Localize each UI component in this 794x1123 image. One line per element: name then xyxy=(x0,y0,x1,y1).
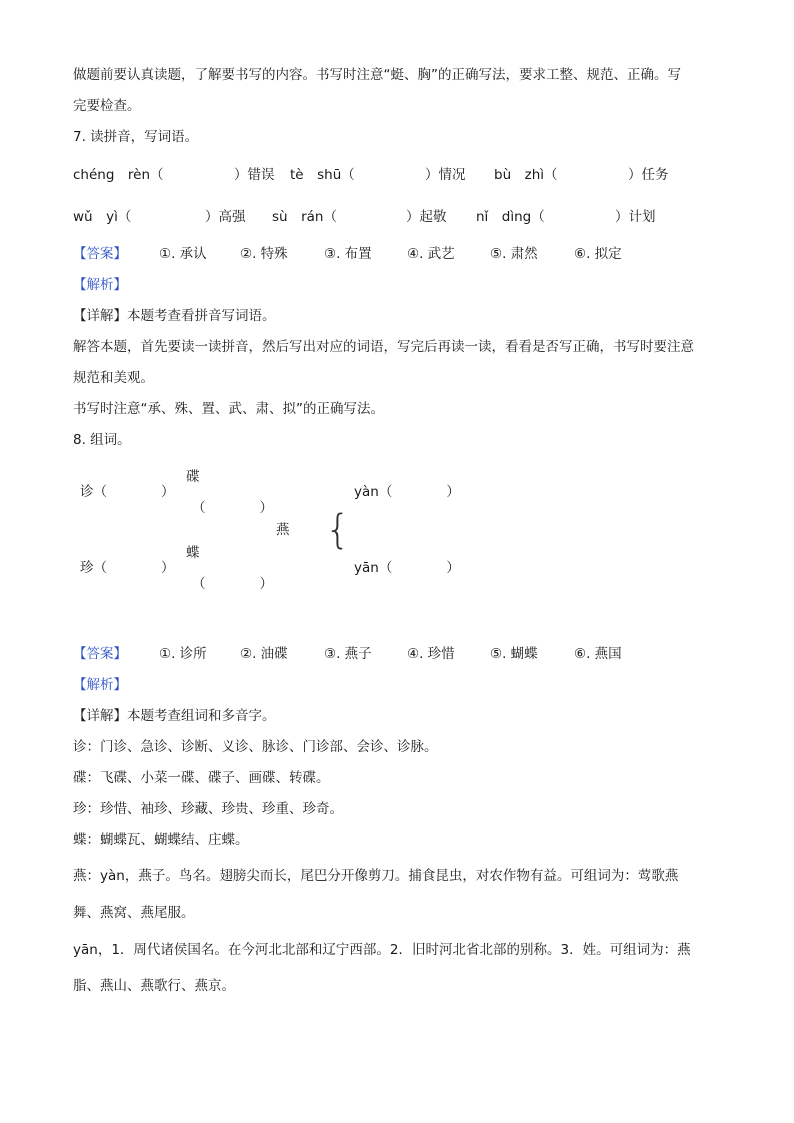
q7-answer-6: ⑥. 拟定 xyxy=(574,246,622,262)
q8-explanation-yan4-1: 燕：yàn，燕子。鸟名。翅膀尖而长，尾巴分开像剪刀。捕食昆虫，对农作物有益。可组词为：莺歌燕 xyxy=(73,868,679,884)
q7-item-3-close: ）任务 xyxy=(628,167,669,183)
q7-item-4-close: ）高强 xyxy=(205,209,246,225)
q8-die-butterfly: 蝶 xyxy=(186,545,200,561)
q7-item-2-close: ）情况 xyxy=(425,167,466,183)
q8-answer-6: ⑥. 燕国 xyxy=(574,646,622,662)
q8-explanation-yan4-2: 舞、燕窝、燕尾服。 xyxy=(73,905,195,921)
q8-yan-char: 燕 xyxy=(276,522,290,538)
intro-line-2: 完要检查。 xyxy=(73,98,141,114)
q8-yan-fourth-tone: yàn（ ） xyxy=(354,484,460,500)
q8-die-butterfly-paren: （ ） xyxy=(192,576,273,592)
q8-explanation-die-dish: 碟：飞碟、小菜一碟、碟子、画碟、转碟。 xyxy=(73,770,330,786)
q7-analysis-tag: 【解析】 xyxy=(73,277,127,293)
q7-answer-tag: 【答案】 xyxy=(73,246,127,262)
q8-title: 8. 组词。 xyxy=(73,432,131,448)
q8-explanation-die-butterfly: 蝶：蝴蝶瓦、蝴蝶结、庄蝶。 xyxy=(73,832,249,848)
brace-icon: { xyxy=(325,507,351,553)
q7-detail-tag: 【详解】 xyxy=(73,308,127,324)
q7-item-5-close: ）起敬 xyxy=(406,209,447,225)
q7-item-6-pinyin: nǐ dìng（ xyxy=(476,209,545,225)
q8-detail-tag: 【详解】 xyxy=(73,708,127,724)
q8-answer-4: ④. 珍惜 xyxy=(407,646,455,662)
q7-answer-2: ②. 特殊 xyxy=(240,246,288,262)
q8-analysis-tag: 【解析】 xyxy=(73,677,127,693)
q7-item-3-pinyin: bù zhì（ xyxy=(494,167,558,183)
q7-answer-5: ⑤. 肃然 xyxy=(490,246,538,262)
q7-explanation-2: 规范和美观。 xyxy=(73,370,154,386)
q8-answer-1: ①. 诊所 xyxy=(159,646,207,662)
q8-zhen-diagnose: 诊（ ） xyxy=(80,484,175,500)
q7-explanation-1: 解答本题，首先要读一读拼音，然后写出对应的词语，写完后再读一读，看看是否写正确，书写时要注意 xyxy=(73,339,694,355)
q7-detail-line xyxy=(73,307,276,325)
q7-explanation-3: 书写时注意“承、殊、置、武、肃、拟”的正确写法。 xyxy=(73,401,384,417)
q7-answer-1: ①. 承认 xyxy=(159,246,207,262)
q8-answer-3: ③. 燕子 xyxy=(324,646,372,662)
q7-item-5-pinyin: sù rán（ xyxy=(272,209,337,225)
q8-die-dish: 碟 xyxy=(186,469,200,485)
q8-answer-2: ②. 油碟 xyxy=(240,646,288,662)
q8-explanation-yan1-2: 脂、燕山、燕歌行、燕京。 xyxy=(73,978,235,994)
q7-item-1-close: ）错误 xyxy=(234,167,275,183)
q7-item-4-pinyin: wǔ yì（ xyxy=(73,209,132,225)
q8-answer-tag: 【答案】 xyxy=(73,646,127,662)
q8-detail-line xyxy=(73,707,276,725)
q8-zhen-treasure: 珍（ ） xyxy=(80,560,175,576)
q7-answer-3: ③. 布置 xyxy=(324,246,372,262)
q8-yan-first-tone: yān（ ） xyxy=(354,560,460,576)
intro-line-1: 做题前要认真读题，了解要书写的内容。书写时注意“蜓、胸”的正确写法，要求工整、规范、正确。写 xyxy=(73,67,681,83)
q8-explanation-zhen-treasure: 珍：珍惜、袖珍、珍藏、珍贵、珍重、珍奇。 xyxy=(73,801,343,817)
q7-item-1-pinyin: chéng rèn（ xyxy=(73,167,164,183)
q7-item-2-pinyin: tè shū（ xyxy=(290,167,355,183)
q7-detail-text: 本题考查看拼音写词语。 xyxy=(127,308,276,324)
q7-title: 7. 读拼音，写词语。 xyxy=(73,129,199,145)
q8-explanation-yan1-1: yān，1．周代诸侯国名。在今河北北部和辽宁西部。2．旧时河北省北部的别称。3．姓。可组词为：燕 xyxy=(73,942,691,958)
q7-answer-4: ④. 武艺 xyxy=(407,246,455,262)
q8-detail-text: 本题考查组词和多音字。 xyxy=(127,708,276,724)
q8-die-dish-paren: （ ） xyxy=(192,500,273,516)
q8-answer-5: ⑤. 蝴蝶 xyxy=(490,646,538,662)
q7-item-6-close: ）计划 xyxy=(615,209,656,225)
q8-explanation-zhen: 诊：门诊、急诊、诊断、义诊、脉诊、门诊部、会诊、诊脉。 xyxy=(73,739,438,755)
